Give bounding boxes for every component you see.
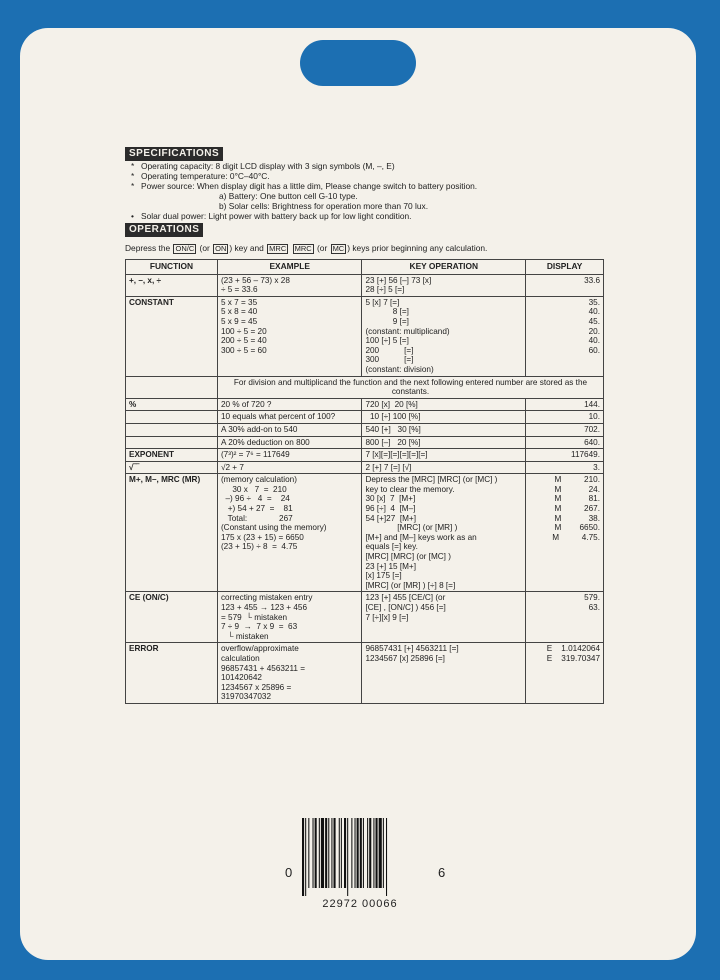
cell-line: √2 + 7 <box>220 462 244 472</box>
cell-line: 640. <box>584 437 600 447</box>
barcode-bar <box>302 818 304 896</box>
example-cell <box>217 474 362 592</box>
barcode-bar <box>376 818 378 888</box>
cell-line: A 20% deduction on 800 <box>220 437 310 447</box>
cell-line: 800 [–] 20 [%] <box>365 437 421 447</box>
operations-table <box>125 259 604 704</box>
cell-line: 60. <box>588 345 600 355</box>
barcode-bar <box>339 818 340 888</box>
cell-line: 3. <box>593 462 600 472</box>
spec-item: • Solar dual power: Light power with battery back up for low light condition. <box>131 211 412 221</box>
table-row <box>126 398 604 411</box>
barcode-bar <box>328 818 329 888</box>
cell-line: 40. <box>588 307 600 317</box>
cell-line: 8 [=] <box>365 307 409 317</box>
barcode-bar <box>360 818 362 888</box>
specifications-list <box>131 161 605 221</box>
instructions-panel <box>125 147 605 704</box>
cell-line: 31970347032 <box>220 692 272 702</box>
cell-line: 1234567 x 25896 = <box>220 682 292 692</box>
cell-line: 2 [+] 7 [=] [√] <box>365 462 412 472</box>
barcode-bar <box>383 818 384 888</box>
cell-line: [CE] , [ON/C] ) 456 [=] <box>365 603 446 612</box>
barcode-bar <box>351 818 352 888</box>
barcode-bar <box>344 818 346 888</box>
key-operation-cell <box>362 643 526 704</box>
barcode-bar <box>315 818 317 888</box>
cell-line: [M+] and [M–] keys work as an <box>365 532 477 542</box>
on-key-icon: ON <box>215 244 227 253</box>
table-row <box>126 592 604 643</box>
table-note-row <box>126 376 604 398</box>
cell-line: 54 [+]27 [M+] <box>365 513 416 523</box>
display-cell <box>526 436 604 449</box>
cell-line: 10. <box>588 412 600 422</box>
cell-line: 7 ÷ 9 → 7 x 9 = 63 <box>220 622 298 632</box>
barcode-bar <box>321 818 324 888</box>
cell-line: 7 [÷][x] 9 [=] <box>365 612 409 622</box>
mrc-key-icon: MRC <box>269 244 287 253</box>
cell-line: (constant: division) <box>365 364 434 374</box>
function-cell <box>126 376 218 398</box>
cell-line: 28 [÷] 5 [=] <box>365 285 405 295</box>
barcode-bar <box>325 818 327 888</box>
barcode-bar <box>355 818 356 888</box>
cell-line: 96857431 [+] 4563211 [=] <box>365 644 459 654</box>
cell-line: = 579 └ mistaken <box>220 612 288 622</box>
cell-line: 23 [+] 56 [–] 73 [x] <box>365 275 432 285</box>
table-row <box>126 461 604 474</box>
function-cell: ERROR <box>126 643 218 704</box>
function-cell: CE (ON/C) <box>126 592 218 643</box>
function-cell: M+, M–, MRC (MR) <box>126 474 218 592</box>
cell-line: M 81. <box>554 494 600 504</box>
operations-intro: Depress the ON/C (or ON ) key and MRC MRC (or MC ) keys prior beginning any calculation. <box>125 243 488 253</box>
cell-line: 5 x 8 = 40 <box>220 307 258 317</box>
spec-item: * Power source: When display digit has a little dim, Please change switch to battery position. <box>131 181 478 191</box>
cell-line: M 24. <box>554 484 600 494</box>
cell-line: A 30% add-on to 540 <box>220 424 298 434</box>
cell-line: 7 [x][=][=][=][=][=] <box>365 450 428 460</box>
cell-line: Depress the [MRC] [MRC] (or [MC] ) <box>365 475 498 485</box>
cell-line: 117649. <box>571 450 600 460</box>
display-cell <box>526 398 604 411</box>
cell-line: 30 [x] 7 [M+] <box>365 494 416 504</box>
key-operation-cell <box>362 296 526 376</box>
barcode-bar <box>369 818 371 888</box>
cell-line: 1234567 [x] 25896 [=] <box>365 653 445 663</box>
cell-line: 45. <box>588 316 600 326</box>
barcode-right-digit: 6 <box>438 865 446 880</box>
cell-line: –) 96 ÷ 4 = 24 <box>220 494 290 504</box>
cell-line: E 1.0142064 <box>546 644 600 654</box>
barcode-bar <box>373 818 374 888</box>
barcode-bar <box>319 818 320 888</box>
barcode-bar <box>367 818 368 888</box>
cell-line: ÷ 5 = 33.6 <box>220 285 258 295</box>
cell-line: 63. <box>588 603 600 612</box>
display-cell <box>526 474 604 592</box>
cell-line: 300 [=] <box>365 355 414 365</box>
cell-line: (23 + 15) ÷ 8 = 4.75 <box>220 542 298 552</box>
barcode-bar <box>386 818 387 896</box>
key-operation-cell <box>362 461 526 474</box>
cell-line: 702. <box>584 424 600 434</box>
key-operation-cell <box>362 449 526 462</box>
display-cell <box>526 296 604 376</box>
cell-line: 35. <box>588 297 600 307</box>
barcode-bars-icon <box>298 818 422 896</box>
table-header-row <box>126 260 604 275</box>
example-cell <box>217 274 362 296</box>
header-display: DISPLAY <box>526 260 604 275</box>
table-row <box>126 436 604 449</box>
barcode <box>298 818 422 910</box>
cell-line: equals [=] key. <box>365 542 418 552</box>
cell-line: key to clear the memory. <box>365 484 455 494</box>
example-cell <box>217 461 362 474</box>
cell-line: M 267. <box>554 504 600 514</box>
function-cell: EXPONENT <box>126 449 218 462</box>
cell-line: 20 % of 720 ? <box>220 399 272 409</box>
cell-line: 200 ÷ 5 = 40 <box>220 336 267 346</box>
example-cell <box>217 436 362 449</box>
spec-sub-item: a) Battery: One button cell G-10 type. <box>219 191 358 201</box>
table-row <box>126 423 604 436</box>
display-cell <box>526 423 604 436</box>
cell-line: 40. <box>588 336 600 346</box>
cell-line: M 38. <box>554 513 600 523</box>
table-row <box>126 296 604 376</box>
cell-line: 10 equals what percent of 100? <box>220 412 336 422</box>
table-row <box>126 643 604 704</box>
cell-line: M 4.75. <box>552 532 600 542</box>
table-row <box>126 274 604 296</box>
table-row <box>126 474 604 592</box>
barcode-bar <box>308 818 309 888</box>
cell-line: E 319.70347 <box>546 653 600 663</box>
table-row <box>126 411 604 424</box>
key-operation-cell <box>362 274 526 296</box>
key-operation-cell <box>362 436 526 449</box>
barcode-bar <box>347 818 348 896</box>
cell-line: correcting mistaken entry <box>220 593 313 603</box>
function-cell <box>126 436 218 449</box>
table-row <box>126 449 604 462</box>
cell-line: 300 ÷ 5 = 60 <box>220 345 267 355</box>
display-cell <box>526 592 604 643</box>
hang-hole <box>300 40 416 86</box>
key-operation-cell <box>362 398 526 411</box>
cell-line: 30 x 7 = 210 <box>220 484 287 494</box>
header-function: FUNCTION <box>126 260 218 275</box>
example-cell <box>217 411 362 424</box>
cell-line: 200 [=] <box>365 345 414 355</box>
barcode-left-digit: 0 <box>285 865 293 880</box>
cell-line: 96 [÷] 4 [M–] <box>365 504 416 514</box>
specifications-heading: SPECIFICATIONS <box>125 147 223 161</box>
spec-sub-item: b) Solar cells: Brightness for operation more than 70 lux. <box>219 201 429 211</box>
barcode-bar <box>331 818 332 888</box>
key-operation-cell <box>362 592 526 643</box>
display-cell <box>526 274 604 296</box>
cell-line: (23 + 56 – 73) x 28 <box>220 275 290 285</box>
barcode-digits: 22972 00066 <box>322 898 398 910</box>
cell-line: [MRC] (or [MR] ) <box>365 523 458 533</box>
example-cell <box>217 296 362 376</box>
display-cell <box>526 643 604 704</box>
cell-line: [MRC] [MRC] (or [MC] ) <box>365 552 451 562</box>
barcode-bar <box>313 818 314 888</box>
cell-line: 123 [+] 455 [CE/C] (or <box>365 593 446 603</box>
mrc-key-icon: MRC <box>294 244 312 253</box>
cell-line: 123 + 455 → 123 + 456 <box>220 603 307 612</box>
display-cell <box>526 461 604 474</box>
barcode-bar <box>341 818 342 888</box>
spec-item: * Operating temperature: 0°C–40°C. <box>131 171 270 181</box>
operations-heading: OPERATIONS <box>125 223 203 237</box>
key-operation-cell <box>362 423 526 436</box>
cell-line: 144. <box>584 399 600 409</box>
function-cell: % <box>126 398 218 411</box>
barcode-bar <box>379 818 382 888</box>
example-cell <box>217 643 362 704</box>
key-operation-cell <box>362 411 526 424</box>
cell-line: 540 [+] 30 [%] <box>365 424 421 434</box>
constant-note: For division and multiplicand the function and the next following entered number are stored as the constants. <box>217 376 603 398</box>
cell-line: (constant: multiplicand) <box>365 326 450 336</box>
barcode-bar <box>363 818 364 888</box>
cell-line: 720 [x] 20 [%] <box>365 399 418 409</box>
display-cell <box>526 449 604 462</box>
barcode-bar <box>357 818 359 888</box>
barcode-bar <box>334 818 336 888</box>
cell-line: 5 [x] 7 [=] <box>365 297 400 307</box>
header-example: EXAMPLE <box>217 260 362 275</box>
cell-line: 23 [+] 15 [M+] <box>365 561 416 571</box>
cell-line: 10 [÷] 100 [%] <box>365 412 421 422</box>
cell-line: 100 [÷] 5 [=] <box>365 336 409 346</box>
cell-line: (memory calculation) <box>220 475 297 485</box>
mc-key-icon: MC <box>332 244 345 253</box>
cell-line: 9 [=] <box>365 316 409 326</box>
cell-line: [MRC] (or [MR] ) [÷] 8 [=] <box>365 580 456 590</box>
example-cell <box>217 592 362 643</box>
example-cell <box>217 398 362 411</box>
cell-line: Total: 267 <box>220 513 293 523</box>
cell-line: +) 54 + 27 = 81 <box>220 504 293 514</box>
cell-line: 100 ÷ 5 = 20 <box>220 326 267 336</box>
cell-line: └ mistaken <box>220 631 269 641</box>
barcode-bar <box>305 818 306 896</box>
spec-item: * Operating capacity: 8 digit LCD display with 3 sign symbols (M, –, E) <box>131 161 395 171</box>
cell-line: 5 x 9 = 45 <box>220 316 258 326</box>
function-cell: +, –, x, ÷ <box>126 274 218 296</box>
example-cell <box>217 423 362 436</box>
key-operation-cell <box>362 474 526 592</box>
function-cell <box>126 411 218 424</box>
header-key-operation: KEY OPERATION <box>362 260 526 275</box>
example-cell <box>217 449 362 462</box>
function-cell: √‾‾ <box>126 461 218 474</box>
cell-line: M 210. <box>554 475 600 485</box>
function-cell <box>126 423 218 436</box>
function-cell: CONSTANT <box>126 296 218 376</box>
cell-line: calculation <box>220 653 260 663</box>
cell-line: (Constant using the memory) <box>220 523 327 533</box>
cell-line: 579. <box>584 593 600 603</box>
cell-line: (7³)² = 7⁶ = 117649 <box>220 450 290 460</box>
display-cell <box>526 411 604 424</box>
cell-line: overflow/approximate <box>220 644 299 654</box>
cell-line: 96857431 + 4563211 = <box>220 663 306 673</box>
on-c-key-icon: ON/C <box>175 244 195 253</box>
cell-line: [x] 175 [=] <box>365 571 402 581</box>
cell-line: 33.6 <box>584 275 600 285</box>
table-body <box>126 274 604 703</box>
cell-line: 101420642 <box>220 673 262 683</box>
cell-line: M 6650. <box>554 523 600 533</box>
cell-line: 20. <box>588 326 600 336</box>
cell-line: 175 x (23 + 15) = 6650 <box>220 532 304 542</box>
cell-line: 5 x 7 = 35 <box>220 297 258 307</box>
